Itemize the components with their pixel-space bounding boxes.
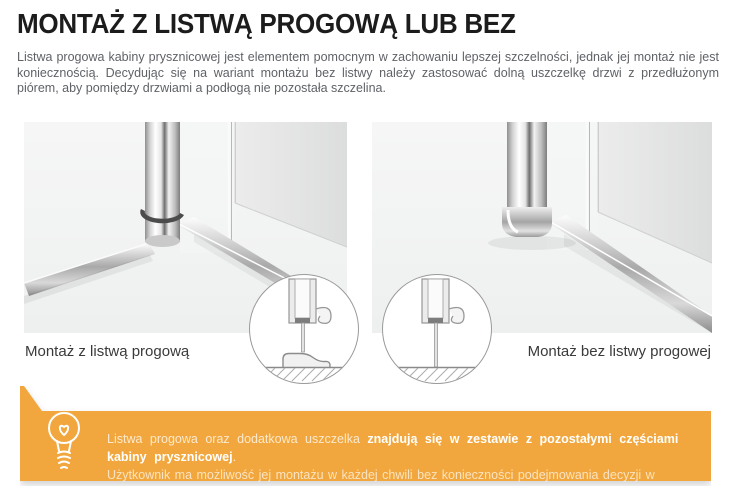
diagram-with-threshold-strip	[249, 274, 359, 384]
pillar-foot	[145, 235, 180, 247]
diagram-without-threshold-strip	[382, 274, 492, 384]
caption-with-strip: Montaż z listwą progową	[25, 343, 190, 360]
threshold-strip-profile	[283, 354, 330, 368]
hook-seal	[316, 308, 331, 324]
cross-section-without-strip	[383, 275, 491, 383]
glass-in-profile	[428, 279, 443, 318]
heart-filament	[60, 426, 68, 435]
extended-seal-fin	[435, 323, 438, 367]
floor-hatching	[395, 368, 478, 381]
floor-hatching	[262, 368, 345, 381]
chrome-pillar	[507, 122, 547, 210]
glass-in-profile	[295, 279, 310, 318]
caption-without-strip: Montaż bez listwy progowej	[527, 343, 711, 360]
note-line1-bold: znajdują się w zestawie z pozostałymi częściami kabiny prysznicowej	[107, 432, 679, 464]
screw-thread-1	[58, 452, 70, 454]
profile-gasket	[295, 318, 310, 323]
screw-thread-2	[58, 457, 70, 459]
note-line-2: Użytkownik ma możliwość jej montażu w każdej chwili bez konieczności podejmowania decyzji w momencie zakupu.	[107, 468, 655, 500]
profile-gasket	[428, 318, 443, 323]
note-text-block	[107, 430, 707, 500]
page-title: MONTAŻ Z LISTWĄ PROGOWĄ LUB BEZ	[17, 8, 516, 39]
hook-seal	[449, 308, 464, 324]
screw-tip	[61, 467, 67, 468]
chrome-pillar	[145, 122, 180, 242]
seal-fin	[302, 323, 305, 352]
note-line1-normal: Listwa progowa oraz dodatkowa uszczelka	[107, 432, 368, 446]
lightbulb-icon	[42, 410, 86, 474]
foot-shadow	[488, 236, 576, 250]
screw-thread-3	[59, 462, 69, 464]
cross-section-with-strip	[250, 275, 358, 383]
note-line1-suffix: .	[232, 450, 237, 464]
note-line-1	[107, 430, 707, 466]
intro-paragraph: Listwa progowa kabiny prysznicowej jest elementem pomocnym w zachowaniu lepszej szczelności, jednak jej montaż nie jest koniecznością. Decydując się na wariant montażu bez listwy należy zastosować dolną uszczelkę drzwi z przedłużonym piórem, aby pomiędzy drzwiami a podłogą nie pozostała szczelina.	[17, 50, 719, 95]
